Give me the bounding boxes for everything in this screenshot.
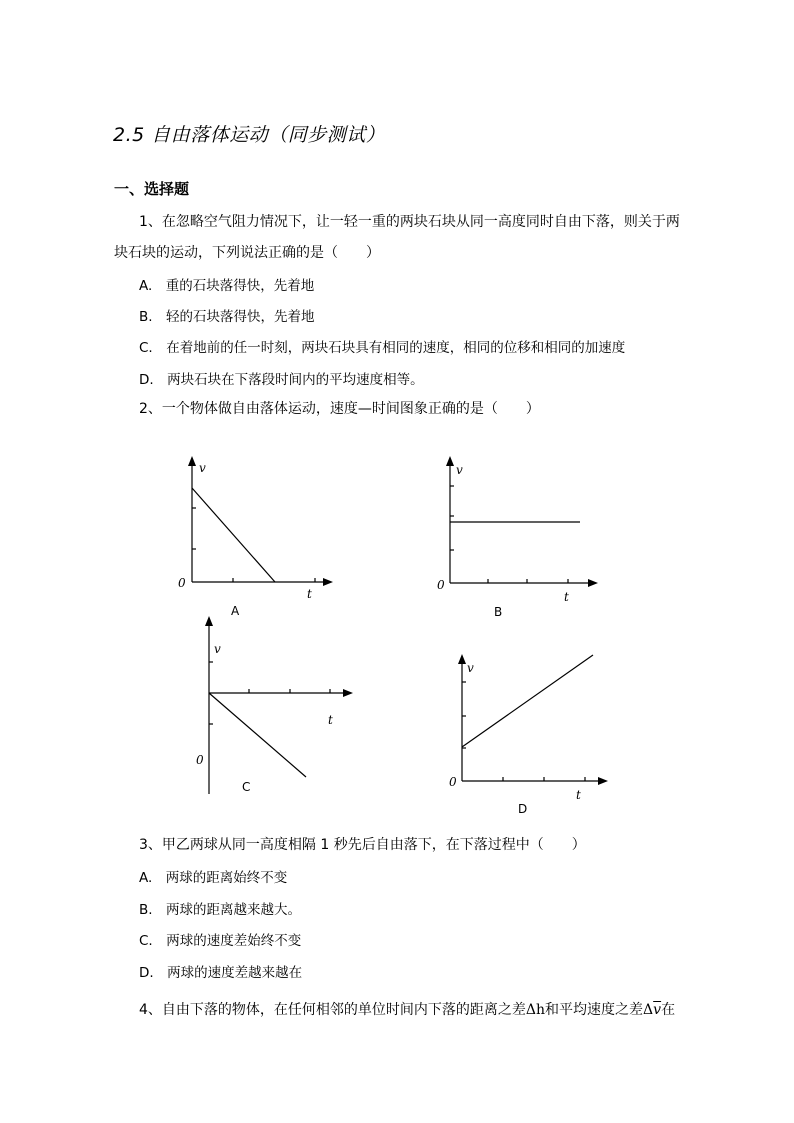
- page-title: 2.5 自由落体运动（同步测试）: [113, 124, 386, 146]
- graph-c: [180, 612, 380, 802]
- graph-c-t-label: t: [328, 713, 333, 727]
- graph-a: [160, 450, 360, 620]
- graph-c-v-arrow: [205, 616, 213, 626]
- q4-text: [139, 999, 675, 1019]
- graph-d-v-label: v: [467, 661, 474, 675]
- graph-c-caption: C: [242, 780, 251, 794]
- graph-c-t-arrow: [343, 689, 353, 697]
- graph-a-caption: A: [231, 604, 240, 618]
- graph-b-caption: B: [494, 605, 503, 619]
- graph-d-caption: D: [518, 802, 528, 816]
- q1-option-d: D. 两块石块在下落段时间内的平均速度相等。: [139, 372, 424, 388]
- graph-d-origin: 0: [449, 775, 457, 789]
- q4-prefix: 4、自由下落的物体，在任何相邻的单位时间内下落的距离之差: [139, 1002, 526, 1018]
- q1-text-line2: 块石块的运动，下列说法正确的是（ ）: [114, 245, 380, 261]
- graph-d-t-arrow: [598, 777, 608, 785]
- graph-a-v-label: v: [199, 461, 206, 475]
- q4-v-bar: $\overline{v}$: [653, 1002, 662, 1018]
- q3-option-a: A. 两球的距离始终不变: [139, 870, 288, 886]
- q1-option-c: C. 在着地前的任一时刻，两块石块具有相同的速度，相同的位移和相同的加速度: [139, 340, 626, 356]
- q3-option-c: C. 两球的速度差始终不变: [139, 933, 302, 949]
- graph-c-line: [209, 693, 306, 777]
- graph-a-t-label: t: [307, 587, 312, 601]
- graph-a-line: [192, 488, 275, 582]
- graph-d: [430, 650, 630, 820]
- graph-b-origin: 0: [437, 578, 445, 592]
- graph-a-v-arrow: [188, 456, 196, 466]
- q4-mid: 和平均速度之差: [545, 1002, 644, 1018]
- graph-b: [420, 450, 620, 620]
- graph-d-line: [462, 655, 593, 747]
- graph-c-v-label: v: [214, 642, 221, 656]
- q1-text-line1: 1、在忽略空气阻力情况下，让一轻一重的两块石块从同一高度同时自由下落，则关于两: [139, 214, 680, 230]
- graph-b-v-arrow: [446, 456, 454, 466]
- q2-text: 2、一个物体做自由落体运动，速度—时间图象正确的是（ ）: [139, 401, 540, 417]
- q3-option-b: B. 两球的距离越来越大。: [139, 902, 302, 918]
- graph-d-v-arrow: [458, 654, 466, 664]
- graph-b-t-label: t: [564, 590, 569, 604]
- graph-a-t-arrow: [323, 578, 333, 586]
- graph-d-t-label: t: [576, 788, 581, 802]
- q4-suffix: 在: [661, 1002, 676, 1018]
- q1-option-a: A. 重的石块落得快，先着地: [139, 278, 315, 294]
- graph-c-origin: 0: [196, 753, 204, 767]
- section-heading: 一、选择题: [114, 180, 190, 198]
- graph-b-v-label: v: [456, 463, 463, 477]
- q3-option-d: D. 两球的速度差越来越在: [139, 965, 303, 981]
- q3-text: 3、甲乙两球从同一高度相隔 1 秒先后自由落下，在下落过程中（ ）: [139, 837, 586, 853]
- q4-delta-v: [643, 1002, 661, 1018]
- q4-delta-h: Δh: [525, 1002, 546, 1018]
- graph-b-t-arrow: [588, 579, 598, 587]
- q1-option-b: B. 轻的石块落得快，先着地: [139, 309, 315, 325]
- graph-a-origin: 0: [178, 576, 186, 590]
- q4-delta-symbol: Δ: [643, 1002, 654, 1018]
